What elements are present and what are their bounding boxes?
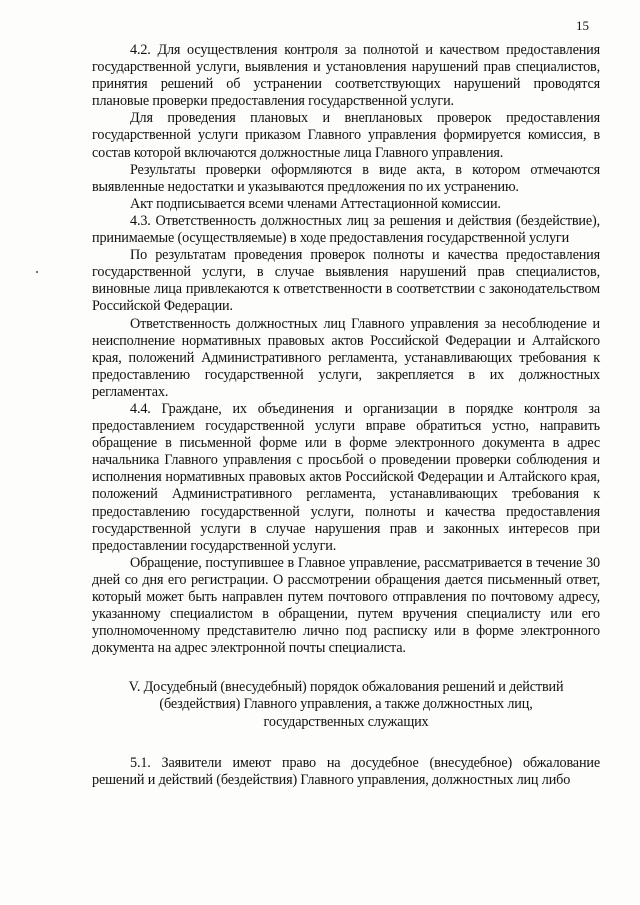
paragraph-5-1: 5.1. Заявители имеют право на досудебное (внесудебное) обжалование решений и действий (бездействия) Главного управления, должностных лиц либо <box>92 754 600 788</box>
paragraph-appeal-review: Обращение, поступившее в Главное управление, рассматривается в течение 30 дней со дня его регистрации. О рассмотрении обращения дается письменный ответ, который может быть направлен путем почтового отправления по почтовому адресу, указанному специалистом в обращении, путем вручения специалисту или его уполномоченному представителю лично под расписку или в форме электронного документа на адрес электронной почты специалиста. <box>92 554 600 657</box>
paragraph-4-3: 4.3. Ответственность должностных лиц за решения и действия (бездействие), принимаемые (осуществляемые) в ходе предоставления государственной услуги <box>92 212 600 247</box>
paragraph-commission: Для проведения плановых и внеплановых проверок предоставления государственной услуги приказом Главного управления формируется комиссия, в состав которой включаются должностные лица Главного управления. <box>92 110 600 161</box>
section-v-title: V. Досудебный (внесудебный) порядок обжалования решений и действий (бездействия) Главного управления, а также должностных лиц, государственных служащих <box>128 679 564 730</box>
paragraph-results: Результаты проверки оформляются в виде акта, в котором отмечаются выявленные недостатки и указываются предложения по их устранению. <box>92 161 600 195</box>
scan-speck <box>36 271 38 273</box>
document-body <box>92 42 600 789</box>
paragraph-4-4: 4.4. Граждане, их объединения и организации в порядке контроля за предоставлением государственной услуги вправе обратиться устно, направить обращение в письменной форме или в форме электронного документа в адрес начальника Главного управления с просьбой о проведении проверки соблюдения и исполнения нормативных правовых актов Российской Федерации и Алтайского края, положений Административного регламента, устанавливающих требования к предоставлению государственной услуги, полноты и качества предоставления государственной услуги в случае нарушения прав и законных интересов при предоставлении государственной услуги. <box>92 400 600 554</box>
paragraph-liability: По результатам проведения проверок полноты и качества предоставления государственной услуги, в случае выявления нарушений прав специалистов, виновные лица привлекаются к ответственности в соответствии с законодательством Российской Федерации. <box>92 247 600 315</box>
paragraph-officials-responsibility: Ответственность должностных лиц Главного управления за несоблюдение и неисполнение нормативных правовых актов Российской Федерации и Алтайского края, положений Административного регламента, устанавливающих требования к предоставлению государственной услуги, закрепляется в их должностных регламентах. <box>92 315 600 400</box>
paragraph-4-2: 4.2. Для осуществления контроля за полнотой и качеством предоставления государственной услуги, выявления и установления нарушений прав специалистов, принятия решений об устранении соответствующих нарушений проводятся плановые проверки предоставления государственной услуги. <box>92 42 600 110</box>
paragraph-act-signed: Акт подписывается всеми членами Аттестационной комиссии. <box>130 195 501 212</box>
page-number: 15 <box>576 18 589 33</box>
